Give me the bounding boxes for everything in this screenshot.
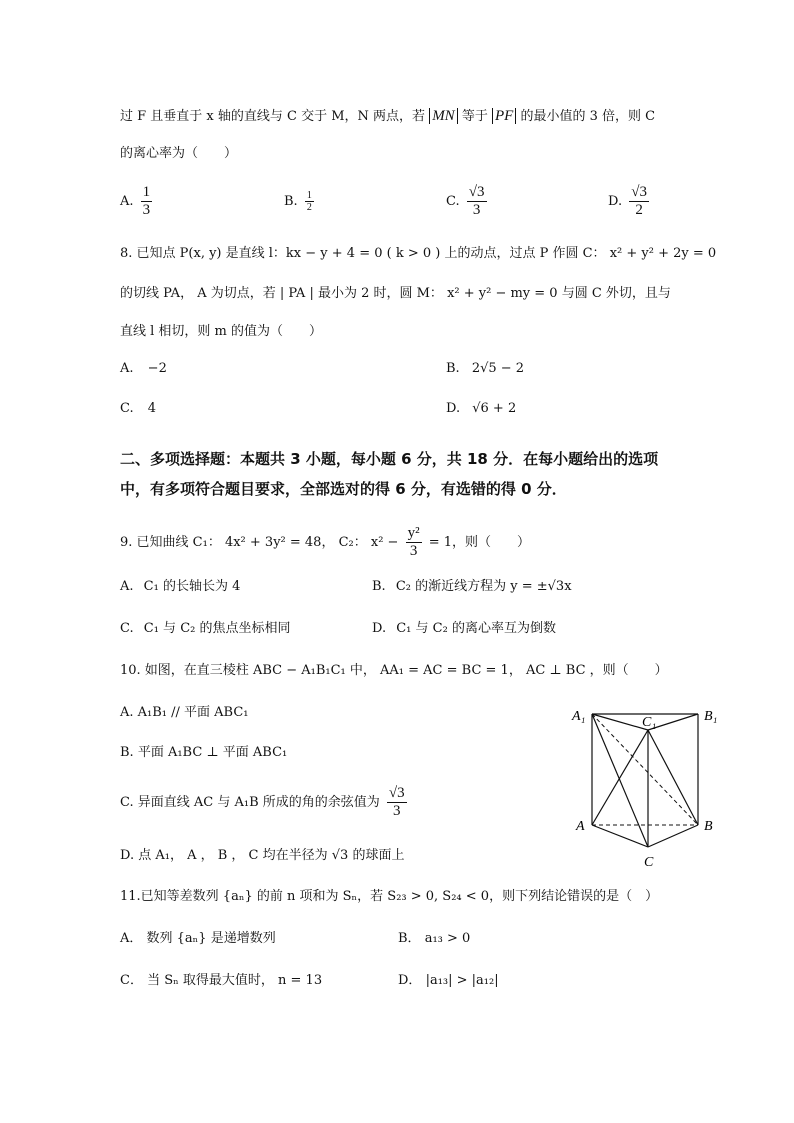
frac-den: 3	[393, 803, 401, 819]
q8-option-b	[446, 360, 524, 378]
q9-option-b	[372, 578, 572, 596]
option-label: A．	[120, 931, 143, 946]
option-label: B.	[446, 361, 460, 376]
option-text: 2√5 − 2	[471, 361, 525, 376]
prism-figure	[560, 700, 730, 875]
option-label: C.	[120, 621, 134, 636]
frac-den: 3	[409, 543, 418, 559]
q11-option-c	[120, 972, 322, 990]
frac-num: 1	[306, 190, 312, 201]
q10-option-d: D. 点 A₁， A ， B ， C 均在半径为 √3 的球面上	[120, 848, 405, 863]
q7-option-c	[446, 184, 490, 219]
option-label: A.	[120, 361, 134, 376]
q10-option-a: A. A₁B₁ // 平面 ABC₁	[120, 705, 249, 720]
frac-num: √3	[388, 785, 405, 801]
q7-line1-pre: 过 F 且垂直于 x 轴的直线与 C 交于 M，N 两点，若	[120, 109, 426, 124]
edge-a-c1	[592, 730, 648, 825]
frac-den: 2	[635, 202, 643, 218]
edge-c-b	[648, 825, 698, 847]
option-label: C．	[120, 973, 143, 988]
q7-line1-post: 的最小值的 3 倍，则 C	[520, 109, 656, 124]
option-label: A.	[120, 194, 134, 209]
q7-line1	[120, 107, 655, 126]
frac-num: √3	[468, 184, 485, 200]
q8-option-c	[120, 400, 156, 418]
option-label: A.	[120, 579, 134, 594]
frac-den: 2	[306, 202, 312, 213]
frac-num: √3	[631, 184, 647, 200]
q11-option-d	[398, 972, 499, 990]
section2-heading-line1: 二、多项选择题：本题共 3 小题，每小题 6 分，共 18 分．在每小题给出的选项	[120, 450, 659, 468]
q11-stem: 11.已知等差数列 {aₙ} 的前 n 项和为 Sₙ，若 S₂₃ > 0, S₂₄ < 0，则下列结论错误的是（ ）	[120, 889, 659, 904]
label-c: C	[644, 855, 654, 870]
q8-line1: 8. 已知点 P(x, y) 是直线 l：kx − y + 4 = 0 ( k > 0 ) 上的动点，过点 P 作圆 C： x² + y² + 2y = 0	[120, 246, 717, 261]
option-label: D.	[372, 621, 387, 636]
option-text: C₁ 的长轴长为 4	[143, 579, 241, 594]
q8-option-d	[446, 400, 516, 418]
edge-a1-b-dashed	[592, 714, 698, 825]
option-text: √6 + 2	[472, 401, 517, 416]
q7-option-b	[284, 190, 317, 213]
q11-option-b	[398, 930, 470, 948]
q9-option-c	[120, 620, 290, 638]
option-label: D．	[398, 973, 422, 988]
option-text: 数列 {aₙ} 是递增数列	[146, 931, 276, 946]
section2-heading-line2: 中，有多项符合题目要求，全部选对的得 6 分，有选错的得 0 分．	[120, 480, 567, 498]
q7-line2: 的离心率为（ ）	[120, 146, 238, 161]
q10-option-b: B. 平面 A₁BC ⊥ 平面 ABC₁	[120, 745, 288, 760]
edge-a1-c1	[592, 714, 648, 730]
label-a: A	[576, 819, 585, 834]
q7-option-d	[608, 184, 652, 219]
option-text: C₁ 与 C₂ 的焦点坐标相同	[143, 621, 291, 636]
label-c1: C₁	[642, 715, 657, 730]
q9-stem-pre: 9. 已知曲线 C₁： 4x² + 3y² = 48， C₂： x² −	[120, 535, 399, 550]
q8-line3: 直线 l 相切，则 m 的值为（ ）	[120, 324, 323, 339]
option-label: D.	[608, 194, 623, 209]
option-text: −2	[147, 361, 167, 376]
option-label: B.	[284, 194, 298, 209]
option-label: D.	[446, 401, 461, 416]
edge-c1-b	[648, 730, 698, 825]
option-text: C₁ 与 C₂ 的离心率互为倒数	[396, 621, 556, 636]
label-b1: B₁	[704, 709, 718, 724]
label-a1: A₁	[572, 709, 586, 724]
q8-line2: 的切线 PA， A 为切点，若 | PA | 最小为 2 时，圆 M： x² + y² − my = 0 与圆 C 外切，且与	[120, 286, 671, 301]
option-label: C.	[446, 194, 460, 209]
q7-pf-abs: PF	[492, 108, 516, 124]
option-text: |a₁₃| > |a₁₂|	[425, 973, 499, 988]
option-label: B.	[372, 579, 386, 594]
option-label: B．	[398, 931, 421, 946]
q9-option-a	[120, 578, 240, 596]
option-label: C.	[120, 401, 134, 416]
option-text: C₂ 的渐近线方程为 y = ±√3x	[395, 579, 572, 594]
edge-a1-c	[592, 714, 648, 847]
frac-num: 1	[142, 184, 151, 200]
q7-line1-mid: 等于	[461, 109, 488, 124]
frac-num: y²	[407, 525, 420, 541]
q9-stem	[120, 525, 530, 560]
q10-option-c-text: C. 异面直线 AC 与 A₁B 所成的角的余弦值为	[120, 795, 380, 810]
q8-option-a	[120, 360, 167, 378]
q10-stem: 10. 如图，在直三棱柱 ABC − A₁B₁C₁ 中， AA₁ = AC = BC = 1， AC ⊥ BC ，则（ ）	[120, 663, 668, 678]
q9-stem-post: = 1，则（ ）	[428, 535, 531, 550]
option-text: 当 Sₙ 取得最大值时， n = 13	[147, 973, 323, 988]
label-b: B	[704, 819, 713, 834]
q10-option-c	[120, 785, 410, 820]
option-text: 4	[147, 401, 157, 416]
q7-option-a	[120, 184, 155, 219]
q7-mn-abs: MN	[429, 108, 458, 124]
q11-option-a	[120, 930, 276, 948]
option-text: a₁₃ > 0	[424, 931, 471, 946]
frac-den: 3	[472, 202, 481, 218]
q9-option-d	[372, 620, 556, 638]
frac-den: 3	[142, 202, 151, 218]
